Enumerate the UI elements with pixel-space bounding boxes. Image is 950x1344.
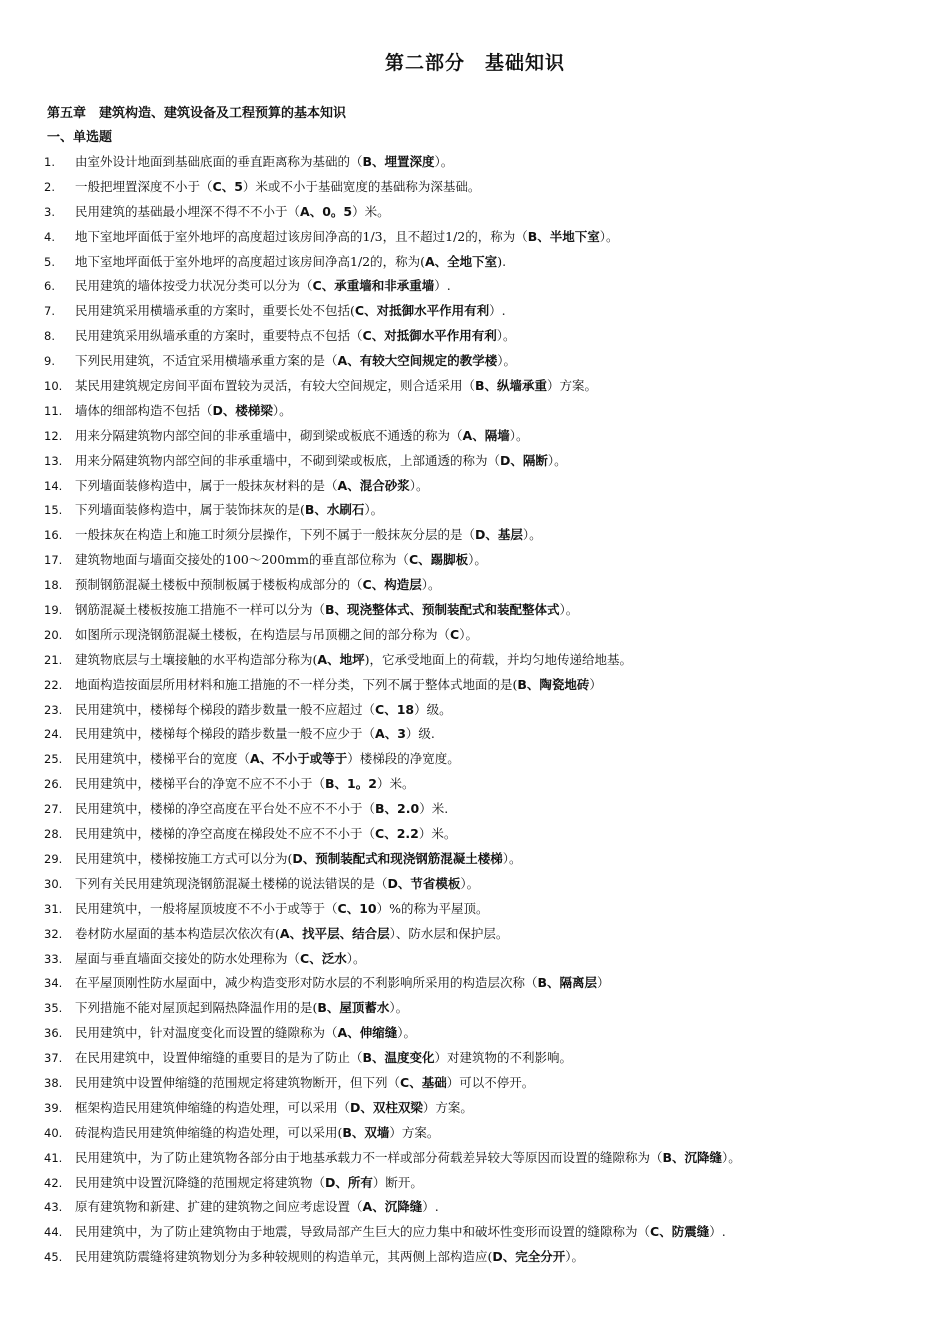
answer-text: C bbox=[450, 626, 460, 642]
question-number: 34. bbox=[44, 976, 63, 991]
question-item bbox=[0, 250, 950, 275]
question-item bbox=[0, 1220, 950, 1245]
question-number: 43. bbox=[44, 1200, 63, 1215]
answer-text: B、沉降缝 bbox=[662, 1149, 723, 1165]
question-stem-after: ）。 bbox=[364, 502, 384, 518]
question-item bbox=[0, 374, 950, 399]
question-item bbox=[0, 747, 950, 772]
question-stem-before: 下列措施不能对屋顶起到隔热降温作用的是( bbox=[75, 1000, 318, 1016]
question-stem-before: 民用建筑防震缝将建筑物划分为多种较规则的构造单元，其两侧上部构造应( bbox=[75, 1249, 493, 1265]
question-text bbox=[75, 449, 567, 474]
question-stem-before: 一般把埋置深度不小于（ bbox=[75, 178, 213, 194]
question-stem-before: 砖混构造民用建筑伸缩缝的构造处理，可以采用( bbox=[75, 1124, 343, 1140]
question-number: 26. bbox=[44, 777, 63, 792]
question-stem-before: 下列墙面装修构造中，属于一般抹灰材料的是（ bbox=[75, 477, 338, 493]
answer-text: C、5 bbox=[212, 178, 243, 194]
question-number: 36. bbox=[44, 1026, 63, 1041]
question-number: 14. bbox=[44, 478, 63, 493]
question-stem-after: ）可以不停开。 bbox=[446, 1074, 535, 1090]
question-stem-after: ）。 bbox=[389, 1000, 409, 1016]
question-stem-before: 下列有关民用建筑现浇钢筋混凝土楼梯的说法错误的是（ bbox=[75, 875, 388, 891]
question-text bbox=[75, 299, 506, 324]
question-stem-before: 民用建筑中，为了防止建筑物各部分由于地基承载力不一样或部分荷载差异较大等原因而设置的缝隙称为（ bbox=[75, 1149, 663, 1165]
question-text bbox=[75, 573, 440, 598]
answer-text: A、有较大空间规定的教学楼 bbox=[337, 353, 498, 369]
question-item bbox=[0, 822, 950, 847]
answer-text: D、双柱双梁 bbox=[350, 1099, 423, 1115]
chapter-title: 第五章 建筑构造、建筑设备及工程预算的基本知识 bbox=[47, 106, 347, 121]
question-stem-after: ）。 bbox=[522, 527, 542, 543]
question-item bbox=[0, 324, 950, 349]
question-text bbox=[75, 200, 390, 225]
question-text bbox=[75, 648, 632, 673]
question-text bbox=[75, 1096, 473, 1121]
question-number: 27. bbox=[44, 802, 63, 817]
question-number: 45. bbox=[44, 1250, 63, 1265]
question-text bbox=[75, 698, 452, 723]
question-stem-after: ）. bbox=[709, 1224, 726, 1240]
question-text bbox=[75, 548, 487, 573]
question-stem-after: ）、防水层和保护层。 bbox=[389, 925, 509, 941]
question-stem-before: 民用建筑中，楼梯平台的净宽不应不不小于（ bbox=[75, 776, 326, 792]
question-stem-before: 由室外设计地面到基础底面的垂直距离称为基础的（ bbox=[75, 154, 363, 169]
question-number: 23. bbox=[44, 702, 63, 717]
question-number: 38. bbox=[44, 1075, 63, 1090]
question-stem-after: ). bbox=[497, 253, 507, 269]
question-stem-before: 建筑物地面与墙面交接处的100～200mm的垂直部位称为（ bbox=[75, 552, 409, 568]
question-item bbox=[0, 200, 950, 225]
question-stem-before: 民用建筑中设置沉降缝的范围规定将建筑物（ bbox=[75, 1174, 326, 1190]
question-item bbox=[0, 299, 950, 324]
question-text bbox=[75, 1121, 439, 1146]
question-stem-after: ） bbox=[589, 676, 602, 692]
question-stem-after: ）. bbox=[489, 303, 506, 319]
question-stem-after: ）。 bbox=[460, 875, 480, 891]
question-text bbox=[75, 523, 542, 548]
question-stem-before: 民用建筑中，一般将屋顶坡度不不小于或等于（ bbox=[75, 900, 338, 916]
question-list bbox=[0, 150, 950, 1270]
question-text bbox=[75, 847, 522, 872]
question-item bbox=[0, 399, 950, 424]
question-item bbox=[0, 897, 950, 922]
question-stem-before: 在民用建筑中，设置伸缩缝的重要目的是为了防止（ bbox=[75, 1050, 363, 1066]
question-item bbox=[0, 573, 950, 598]
question-text bbox=[75, 922, 508, 947]
question-stem-before: 用来分隔建筑物内部空间的非承重墙中，不砌到梁或板底，上部通透的称为（ bbox=[75, 452, 501, 468]
question-stem-before: 民用建筑的基础最小埋深不得不不小于（ bbox=[75, 203, 301, 219]
question-stem-before: 一般抹灰在构造上和施工时须分层操作，下列不属于一般抹灰分层的是（ bbox=[75, 527, 476, 543]
answer-text: A、沉降缝 bbox=[362, 1199, 423, 1215]
question-text bbox=[75, 1245, 584, 1270]
question-number: 1. bbox=[44, 155, 55, 169]
question-text bbox=[75, 1220, 726, 1245]
answer-text: B、双墙 bbox=[342, 1124, 390, 1140]
question-number: 42. bbox=[44, 1175, 63, 1190]
question-stem-after: ）. bbox=[434, 278, 451, 294]
question-number: 10. bbox=[44, 379, 63, 394]
question-stem-after: ） bbox=[597, 975, 610, 991]
question-text bbox=[75, 947, 365, 972]
question-item bbox=[0, 498, 950, 523]
question-text bbox=[75, 1146, 741, 1171]
question-number: 29. bbox=[44, 851, 63, 866]
question-text bbox=[75, 971, 610, 996]
answer-text: B、埋置深度 bbox=[362, 154, 435, 169]
question-stem-before: 地面构造按面层所用材料和施工措施的不一样分类，下列不属于整体式地面的是( bbox=[75, 676, 518, 692]
question-number: 37. bbox=[44, 1051, 63, 1066]
question-stem-before: 建筑物底层与土壤接触的水平构造部分称为( bbox=[75, 651, 318, 667]
question-number: 15. bbox=[44, 503, 63, 518]
answer-text: B、隔离层 bbox=[537, 975, 598, 991]
question-number: 8. bbox=[44, 329, 55, 344]
question-stem-after: ）。 bbox=[459, 626, 478, 642]
answer-text: D、完全分开 bbox=[492, 1249, 566, 1265]
answer-text: D、节省模板 bbox=[387, 875, 461, 891]
question-item bbox=[0, 772, 950, 797]
question-text bbox=[75, 897, 488, 922]
question-item bbox=[0, 996, 950, 1021]
question-text bbox=[75, 225, 619, 250]
question-stem-after: ）米。 bbox=[418, 826, 457, 842]
question-stem-after: ）。 bbox=[496, 328, 516, 344]
question-stem-before: 民用建筑采用纵墙承重的方案时，重要特点不包括（ bbox=[75, 328, 363, 344]
question-stem-before: 民用建筑的墙体按受力状况分类可以分为（ bbox=[75, 278, 313, 294]
answer-text: D、隔断 bbox=[500, 452, 548, 468]
question-item bbox=[0, 797, 950, 822]
question-item bbox=[0, 698, 950, 723]
question-number: 28. bbox=[44, 827, 63, 842]
question-number: 30. bbox=[44, 876, 63, 891]
question-item bbox=[0, 673, 950, 698]
question-number: 35. bbox=[44, 1001, 63, 1016]
question-stem-after: ）。 bbox=[421, 577, 441, 593]
question-number: 2. bbox=[44, 179, 55, 194]
question-item bbox=[0, 150, 950, 175]
answer-text: B、水刷石 bbox=[304, 502, 365, 518]
question-stem-before: 用来分隔建筑物内部空间的非承重墙中，砌到梁或板底不通透的称为（ bbox=[75, 427, 463, 443]
answer-text: B、2.0 bbox=[375, 801, 420, 817]
question-stem-before: 在平屋顶刚性防水屋面中，减少构造变形对防水层的不利影响所采用的构造层次称（ bbox=[75, 975, 538, 991]
question-stem-before: 下列民用建筑，不适宜采用横墙承重方案的是（ bbox=[75, 353, 338, 369]
question-item bbox=[0, 598, 950, 623]
question-stem-before: 民用建筑中，楼梯每个梯段的踏步数量一般不应超过（ bbox=[75, 701, 376, 717]
answer-text: C、踢脚板 bbox=[408, 552, 469, 568]
question-text bbox=[75, 1021, 416, 1046]
answer-text: B、温度变化 bbox=[362, 1050, 435, 1066]
question-item bbox=[0, 1171, 950, 1196]
question-stem-after: )，它承受地面上的荷载，并均匀地传递给地基。 bbox=[364, 651, 632, 667]
question-stem-before: 民用建筑中设置伸缩缝的范围规定将建筑物断开，但下列（ bbox=[75, 1074, 401, 1090]
question-stem-after: ）。 bbox=[346, 950, 366, 966]
answer-text: A、地坪 bbox=[317, 651, 365, 667]
answer-text: A、隔墙 bbox=[462, 427, 510, 443]
question-number: 9. bbox=[44, 354, 55, 369]
answer-text: C、18 bbox=[375, 701, 415, 717]
question-text bbox=[75, 822, 456, 847]
question-text bbox=[75, 598, 578, 623]
answer-text: C、泛水 bbox=[300, 950, 347, 966]
question-stem-after: ）。 bbox=[547, 452, 567, 468]
question-number: 24. bbox=[44, 727, 63, 742]
answer-text: B、陶瓷地砖 bbox=[517, 676, 590, 692]
question-stem-before: 民用建筑中，楼梯的净空高度在平台处不应不不小于（ bbox=[75, 801, 376, 817]
question-stem-after: ）楼梯段的净宽度。 bbox=[347, 751, 460, 767]
question-number: 16. bbox=[44, 528, 63, 543]
question-text bbox=[75, 673, 602, 698]
question-stem-before: 墙体的细部构造不包括（ bbox=[75, 402, 213, 418]
question-stem-after: ）级. bbox=[405, 726, 435, 742]
question-number: 39. bbox=[44, 1100, 63, 1115]
question-stem-after: ）方案。 bbox=[422, 1099, 473, 1115]
question-text bbox=[75, 1071, 534, 1096]
question-item bbox=[0, 1071, 950, 1096]
answer-text: B、屋顶蓄水 bbox=[317, 1000, 390, 1016]
question-item bbox=[0, 424, 950, 449]
question-item bbox=[0, 1046, 950, 1071]
question-number: 20. bbox=[44, 627, 63, 642]
question-stem-after: ）%的称为平屋顶。 bbox=[376, 900, 489, 916]
question-number: 17. bbox=[44, 553, 63, 568]
question-number: 3. bbox=[44, 204, 55, 219]
question-stem-before: 民用建筑中，楼梯的净空高度在梯段处不应不不小于（ bbox=[75, 826, 376, 842]
answer-text: B、现浇整体式、预制装配式和装配整体式 bbox=[325, 602, 560, 618]
question-stem-after: ）米或不小于基础宽度的基础称为深基础。 bbox=[242, 178, 481, 194]
question-item bbox=[0, 722, 950, 747]
question-text bbox=[75, 872, 479, 897]
question-number: 25. bbox=[44, 752, 63, 767]
question-text bbox=[75, 1046, 572, 1071]
question-number: 21. bbox=[44, 652, 63, 667]
question-number: 4. bbox=[44, 229, 55, 244]
answer-text: C、承重墙和非承重墙 bbox=[312, 278, 435, 294]
answer-text: A、不小于或等于 bbox=[250, 751, 348, 767]
question-stem-after: ）。 bbox=[409, 477, 429, 493]
question-text bbox=[75, 150, 453, 175]
question-text bbox=[75, 474, 428, 499]
question-item bbox=[0, 1096, 950, 1121]
question-item bbox=[0, 175, 950, 200]
question-text bbox=[75, 374, 597, 399]
question-stem-after: ）。 bbox=[559, 602, 579, 618]
answer-text: A、混合砂浆 bbox=[337, 477, 410, 493]
answer-text: A、找平层、结合层 bbox=[279, 925, 390, 941]
question-item bbox=[0, 847, 950, 872]
question-number: 5. bbox=[44, 254, 55, 269]
question-stem-after: ）对建筑物的不利影响。 bbox=[434, 1050, 573, 1066]
question-text bbox=[75, 498, 383, 523]
answer-text: C、10 bbox=[337, 900, 377, 916]
answer-text: A、全地下室 bbox=[425, 253, 498, 269]
question-stem-before: 如图所示现浇钢筋混凝土楼板，在构造层与吊顶棚之间的部分称为（ bbox=[75, 626, 451, 642]
question-stem-before: 预制钢筋混凝土楼板中预制板属于楼板构成部分的（ bbox=[75, 577, 363, 593]
question-stem-after: ）。 bbox=[468, 552, 487, 568]
question-stem-after: ）。 bbox=[397, 1025, 416, 1041]
question-stem-before: 原有建筑物和新建、扩建的建筑物之间应考虑设置（ bbox=[75, 1199, 363, 1215]
question-number: 22. bbox=[44, 677, 63, 692]
question-item bbox=[0, 474, 950, 499]
question-stem-before: 屋面与垂直墙面交接处的防水处理称为（ bbox=[75, 950, 301, 966]
question-number: 11. bbox=[44, 403, 63, 418]
question-item bbox=[0, 548, 950, 573]
question-item bbox=[0, 225, 950, 250]
question-text bbox=[75, 797, 448, 822]
question-stem-after: ）。 bbox=[502, 850, 522, 866]
answer-text: C、基础 bbox=[400, 1074, 447, 1090]
answer-text: B、纵墙承重 bbox=[475, 378, 548, 394]
answer-text: B、1。2 bbox=[325, 776, 377, 792]
question-text bbox=[75, 399, 292, 424]
answer-text: D、楼梯梁 bbox=[212, 402, 273, 418]
answer-text: A、0。5 bbox=[300, 203, 353, 219]
question-item bbox=[0, 947, 950, 972]
question-number: 19. bbox=[44, 603, 63, 618]
question-item bbox=[0, 971, 950, 996]
question-stem-before: 地下室地坪面低于室外地坪的高度超过该房间净高1/2的，称为( bbox=[75, 253, 425, 269]
question-number: 40. bbox=[44, 1125, 63, 1140]
question-stem-before: 民用建筑中，针对温度变化而设置的缝隙称为（ bbox=[75, 1025, 338, 1041]
question-item bbox=[0, 1146, 950, 1171]
question-stem-after: ）米。 bbox=[352, 203, 390, 219]
question-text bbox=[75, 623, 478, 648]
question-stem-before: 框架构造民用建筑伸缩缝的构造处理，可以采用（ bbox=[75, 1099, 351, 1115]
question-number: 41. bbox=[44, 1150, 63, 1165]
question-text bbox=[75, 175, 480, 200]
question-text bbox=[75, 250, 506, 275]
question-stem-after: ）方案。 bbox=[547, 378, 598, 394]
question-text bbox=[75, 996, 408, 1021]
question-number: 18. bbox=[44, 578, 63, 593]
question-stem-after: ）。 bbox=[509, 427, 529, 443]
answer-text: D、所有 bbox=[325, 1174, 373, 1190]
question-item bbox=[0, 1021, 950, 1046]
question-item bbox=[0, 1121, 950, 1146]
part-title: 第二部分 基础知识 bbox=[384, 52, 565, 74]
question-stem-after: ）方案。 bbox=[389, 1124, 440, 1140]
question-stem-before: 民用建筑中，楼梯平台的宽度（ bbox=[75, 751, 251, 767]
question-item bbox=[0, 1245, 950, 1270]
question-text bbox=[75, 1195, 439, 1220]
answer-text: A、3 bbox=[375, 726, 406, 742]
question-number: 31. bbox=[44, 901, 63, 916]
question-stem-after: ）米. bbox=[419, 801, 449, 817]
question-stem-after: ）。 bbox=[272, 402, 292, 418]
question-stem-before: 地下室地坪面低于室外地坪的高度超过该房间净高的1/3，且不超过1/2的，称为（ bbox=[75, 228, 528, 244]
question-item bbox=[0, 623, 950, 648]
question-item bbox=[0, 349, 950, 374]
question-stem-after: ）级。 bbox=[414, 701, 452, 717]
question-stem-after: ）。 bbox=[599, 228, 619, 244]
answer-text: C、对抵御水平作用有利 bbox=[362, 328, 497, 344]
question-stem-after: ）米。 bbox=[376, 776, 415, 792]
question-text bbox=[75, 722, 435, 747]
question-text bbox=[75, 1171, 423, 1196]
question-item bbox=[0, 449, 950, 474]
question-item bbox=[0, 1195, 950, 1220]
question-stem-after: ）。 bbox=[497, 353, 516, 369]
question-item bbox=[0, 648, 950, 673]
question-stem-after: ）。 bbox=[434, 154, 454, 169]
answer-text: B、半地下室 bbox=[527, 228, 600, 244]
answer-text: C、2.2 bbox=[375, 826, 419, 842]
question-number: 32. bbox=[44, 926, 63, 941]
question-stem-before: 民用建筑采用横墙承重的方案时，重要长处不包括( bbox=[75, 303, 355, 319]
question-number: 12. bbox=[44, 428, 63, 443]
answer-text: C、构造层 bbox=[362, 577, 422, 593]
question-stem-before: 下列墙面装修构造中，属于装饰抹灰的是( bbox=[75, 502, 305, 518]
question-text bbox=[75, 747, 460, 772]
question-number: 33. bbox=[44, 951, 63, 966]
question-item bbox=[0, 872, 950, 897]
question-number: 13. bbox=[44, 453, 63, 468]
question-text bbox=[75, 772, 414, 797]
answer-text: C、对抵御水平作用有利 bbox=[354, 303, 490, 319]
question-stem-before: 民用建筑中，楼梯按施工方式可以分为( bbox=[75, 850, 293, 866]
question-text bbox=[75, 349, 516, 374]
question-item bbox=[0, 523, 950, 548]
question-item bbox=[0, 274, 950, 299]
question-stem-before: 民用建筑中，为了防止建筑物由于地震，导致局部产生巨大的应力集中和破坏性变形而设置的缝隙称为（ bbox=[75, 1224, 651, 1240]
question-stem-after: ）。 bbox=[722, 1149, 741, 1165]
answer-text: A、伸缩缝 bbox=[337, 1025, 398, 1041]
question-stem-before: 民用建筑中，楼梯每个梯段的踏步数量一般不应少于（ bbox=[75, 726, 376, 742]
question-stem-after: ）。 bbox=[565, 1249, 585, 1265]
answer-text: C、防震缝 bbox=[650, 1224, 710, 1240]
question-stem-after: ）断开。 bbox=[372, 1174, 423, 1190]
question-text bbox=[75, 274, 451, 299]
section-title: 一、单选题 bbox=[47, 130, 113, 145]
question-text bbox=[75, 324, 515, 349]
question-number: 7. bbox=[44, 304, 55, 319]
question-stem-before: 某民用建筑规定房间平面布置较为灵活，有较大空间规定，则合适采用（ bbox=[75, 378, 476, 394]
question-stem-before: 钢筋混凝土楼板按施工措施不一样可以分为（ bbox=[75, 602, 326, 618]
answer-text: D、基层 bbox=[475, 527, 523, 543]
question-stem-before: 卷材防水屋面的基本构造层次依次有( bbox=[75, 925, 280, 941]
answer-text: D、预制装配式和现浇钢筋混凝土楼梯 bbox=[292, 850, 503, 866]
question-number: 44. bbox=[44, 1225, 63, 1240]
question-item bbox=[0, 922, 950, 947]
question-text bbox=[75, 424, 528, 449]
question-stem-after: ）. bbox=[422, 1199, 439, 1215]
question-number: 6. bbox=[44, 279, 55, 294]
